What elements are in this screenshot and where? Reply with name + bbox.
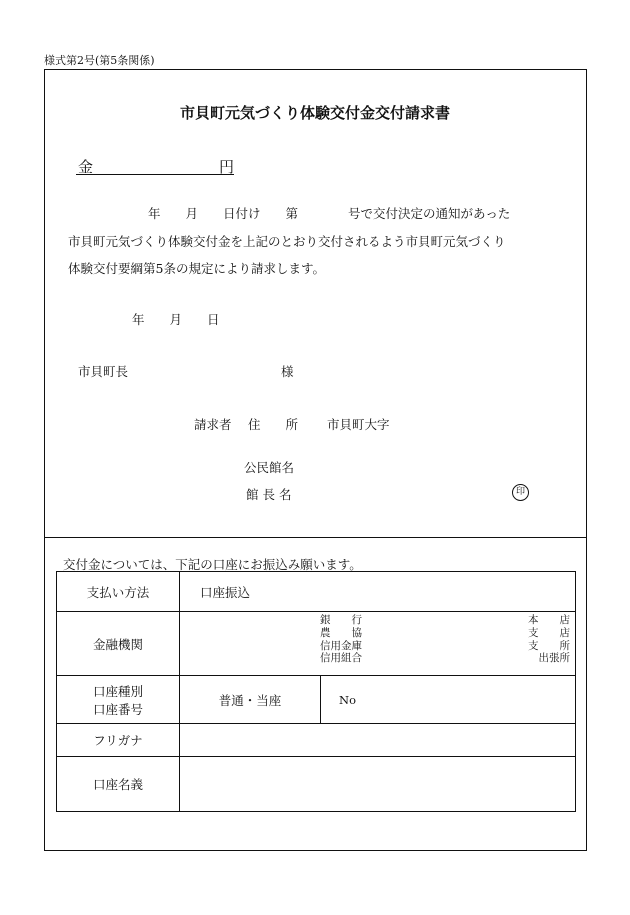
- amount-label: 金: [78, 158, 94, 176]
- requester-label: 請求者: [194, 417, 232, 432]
- form-title: 市貝町元気づくり体験交付金交付請求書: [179, 104, 450, 122]
- account-number-field[interactable]: No: [321, 676, 576, 724]
- institution-field[interactable]: [180, 612, 576, 676]
- bank-account-table: [56, 571, 576, 812]
- hall-head-label: 館 長 名: [246, 487, 292, 502]
- request-date: 年 月 日: [132, 312, 220, 327]
- account-name-field[interactable]: [180, 757, 576, 812]
- amount-underline: [76, 174, 234, 175]
- bank-note: 交付金については、下記の口座にお振込み願います。: [63, 557, 362, 572]
- section-divider: [44, 537, 587, 538]
- branch-type-office: 出張所: [538, 652, 570, 665]
- account-type-value[interactable]: 普通・当座: [180, 676, 321, 724]
- furigana-field[interactable]: [180, 724, 576, 757]
- body-line-1: 年 月 日付け 第 号で交付決定の通知があった: [148, 206, 511, 221]
- account-type-label: 口座種別 口座番号: [57, 676, 180, 724]
- seal-icon: 印: [512, 484, 529, 501]
- amount-unit: 円: [219, 158, 235, 176]
- body-line-3: 体験交付要綱第5条の規定により請求します。: [68, 261, 325, 276]
- body-line-2: 市貝町元気づくり体験交付金を上記のとおり交付されるよう市貝町元気づくり: [68, 234, 506, 249]
- furigana-label: フリガナ: [57, 724, 180, 757]
- institution-type-bank: 銀 行: [320, 614, 362, 626]
- hall-name-label: 公民館名: [244, 460, 295, 475]
- institution-label: 金融機関: [57, 612, 180, 676]
- branch-type-sub: 支 所: [528, 639, 570, 652]
- address-label: 住 所: [248, 417, 299, 432]
- institution-type-ja: 農 協: [320, 626, 362, 639]
- address-value: 市貝町大字: [327, 417, 390, 432]
- addressee-label: 市貝町長: [78, 364, 129, 379]
- branch-type-head: 本 店: [528, 614, 570, 626]
- institution-type-shinkin: 信用金庫: [320, 639, 362, 652]
- payment-method-label: 支払い方法: [57, 572, 180, 612]
- payment-method-value: 口座振込: [180, 572, 576, 612]
- form-header: 様式第2号(第5条関係): [44, 54, 155, 67]
- branch-type-branch: 支 店: [528, 626, 570, 639]
- account-name-label: 口座名義: [57, 757, 180, 812]
- institution-type-shinkumi: 信用組合: [320, 652, 362, 665]
- addressee-honorific: 様: [281, 364, 294, 379]
